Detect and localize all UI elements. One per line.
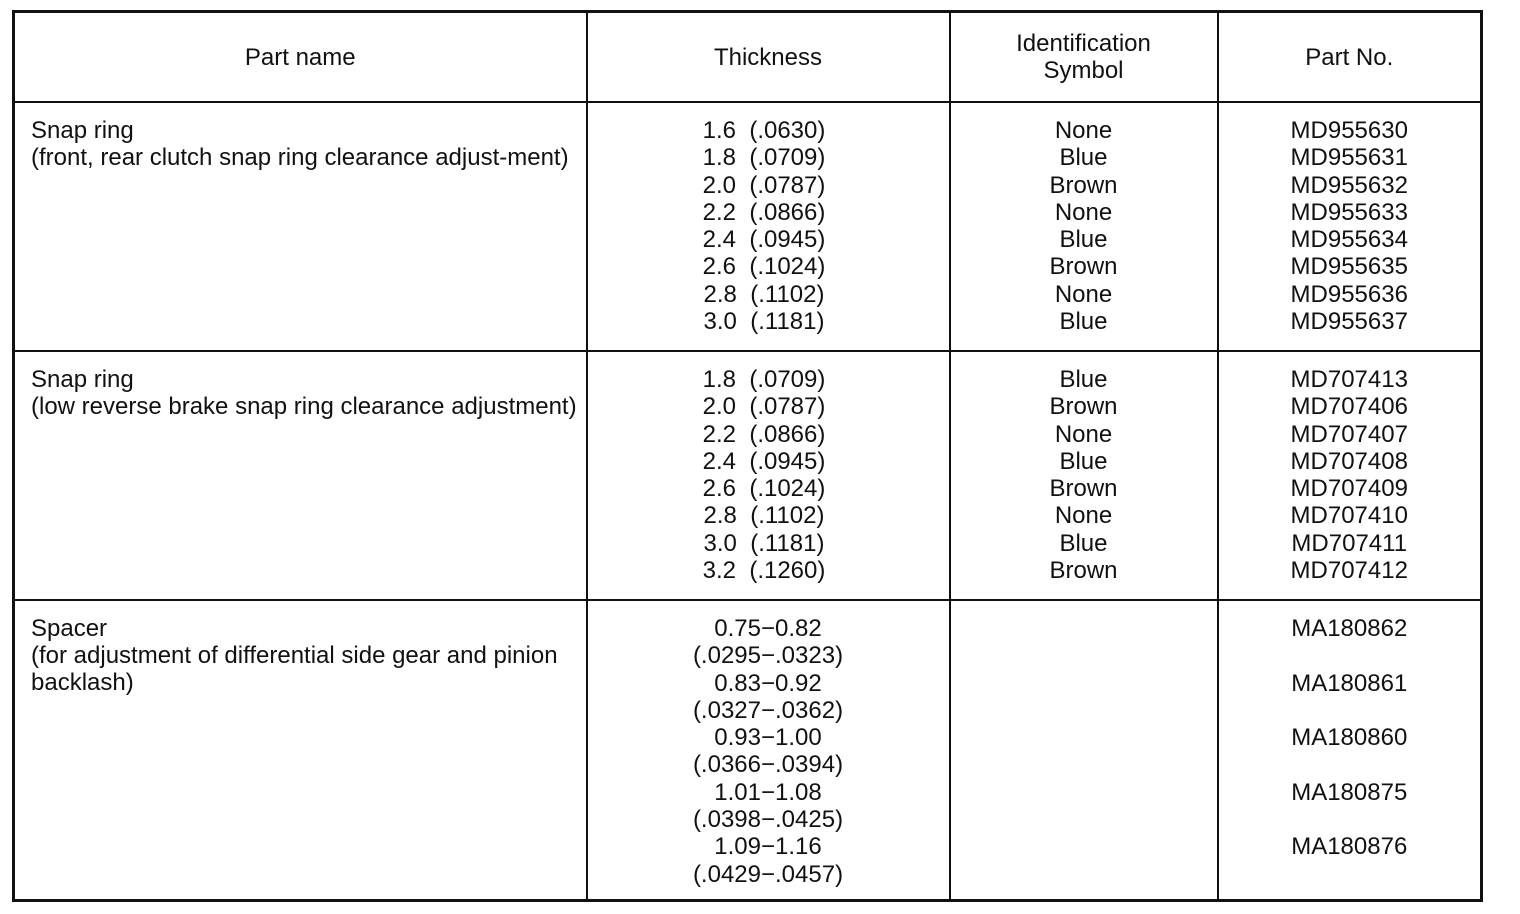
thickness-value: 3.2 (.1260)	[702, 557, 826, 585]
thickness-range-mm: 0.75−0.82	[714, 615, 822, 642]
part-no-value: MD955634	[1290, 226, 1408, 254]
part-name-cell	[14, 102, 587, 351]
symbol-value: Blue	[1059, 308, 1108, 336]
part-title: Spacer	[31, 615, 108, 642]
symbol-value: Blue	[1059, 144, 1108, 172]
thickness-cell	[587, 102, 950, 351]
header-identification-line2: Symbol	[1043, 57, 1124, 84]
thickness-cell	[587, 351, 950, 600]
part-title: Snap ring	[31, 117, 134, 144]
part-no-value: MD707407	[1290, 420, 1408, 448]
part-no-value: MA180860	[1291, 724, 1408, 752]
group-front-rear-clutch-snap-ring	[14, 102, 1482, 351]
thickness-value: 2.2 (.0866)	[702, 420, 826, 448]
thickness-range-in: (.0398−.0425)	[692, 806, 844, 834]
header-part-name: Part name	[14, 12, 587, 103]
header-thickness: Thickness	[587, 12, 950, 103]
thickness-range-in: (.0295−.0323)	[692, 642, 844, 670]
part-no-value: MA180875	[1291, 778, 1408, 806]
part-description: (low reverse brake snap ring clearance adjustment)	[31, 393, 577, 420]
thickness-value: 2.4 (.0945)	[702, 447, 826, 475]
symbol-value: None	[1054, 420, 1113, 448]
part-no-value: MD707411	[1291, 529, 1408, 557]
part-no-value: MD707413	[1290, 366, 1408, 393]
part-no-cell	[1218, 351, 1482, 600]
thickness-range-mm: 0.93−1.00	[714, 724, 822, 752]
part-name-cell	[14, 600, 587, 901]
part-title: Snap ring	[31, 366, 134, 393]
symbol-value: Brown	[1049, 557, 1118, 585]
thickness-range-mm: 0.83−0.92	[714, 669, 822, 697]
thickness-value: 2.4 (.0945)	[702, 226, 826, 254]
thickness-range-in: (.0366−.0394)	[692, 751, 844, 779]
part-description: (for adjustment of differential side gear and pinion backlash)	[31, 642, 558, 696]
thickness-value: 3.0 (.1181)	[703, 529, 825, 557]
thickness-range-mm: 1.01−1.08	[714, 778, 822, 806]
symbol-value: Brown	[1049, 253, 1118, 281]
part-no-value: MD955635	[1290, 253, 1408, 281]
part-no-value: MD955637	[1290, 308, 1408, 336]
identification-symbol-cell	[950, 102, 1218, 351]
symbol-value: Brown	[1049, 171, 1118, 199]
thickness-range-in: (.0327−.0362)	[692, 696, 844, 724]
symbol-value: Blue	[1059, 529, 1108, 557]
part-no-value: MA180862	[1291, 615, 1408, 642]
symbol-value: None	[1054, 117, 1113, 144]
thickness-value: 2.0 (.0787)	[702, 171, 826, 199]
identification-symbol-cell	[950, 600, 1218, 901]
symbol-value: Blue	[1059, 447, 1108, 475]
thickness-value: 2.2 (.0866)	[702, 198, 826, 226]
thickness-value: 1.6 (.0630)	[702, 117, 826, 144]
part-no-value: MD955636	[1290, 280, 1408, 308]
part-no-value: MD707409	[1290, 475, 1408, 503]
part-no-value: MD707412	[1290, 557, 1408, 585]
part-no-value: MD707406	[1290, 393, 1408, 421]
header-part-no: Part No.	[1218, 12, 1482, 103]
identification-symbol-cell	[950, 351, 1218, 600]
thickness-value: 2.0 (.0787)	[702, 393, 826, 421]
group-low-reverse-brake-snap-ring	[14, 351, 1482, 600]
header-identification-symbol	[950, 12, 1218, 103]
part-no-value: MD955632	[1290, 171, 1408, 199]
part-no-value: MD955630	[1290, 117, 1408, 144]
part-name-cell	[14, 351, 587, 600]
part-no-cell	[1218, 102, 1482, 351]
thickness-range-in: (.0429−.0457)	[692, 860, 844, 888]
symbol-value: Blue	[1059, 366, 1108, 393]
header-row	[14, 12, 1482, 103]
part-no-value: MD707408	[1290, 447, 1408, 475]
group-spacer	[14, 600, 1482, 901]
part-no-value: MA180861	[1291, 669, 1408, 697]
parts-table	[12, 10, 1483, 902]
symbol-value: Brown	[1049, 393, 1118, 421]
part-no-value: MD707410	[1290, 502, 1408, 530]
symbol-value: Blue	[1059, 226, 1108, 254]
thickness-value: 2.6 (.1024)	[702, 475, 826, 503]
thickness-value: 1.8 (.0709)	[702, 366, 826, 393]
part-no-value: MD955633	[1290, 198, 1408, 226]
part-description: (front, rear clutch snap ring clearance adjust-ment)	[31, 144, 569, 171]
thickness-value: 1.8 (.0709)	[702, 144, 826, 172]
thickness-value: 2.6 (.1024)	[702, 253, 826, 281]
part-no-value: MA180876	[1291, 833, 1408, 861]
part-no-cell	[1218, 600, 1482, 901]
part-no-value: MD955631	[1290, 144, 1408, 172]
header-identification-line1: Identification	[1016, 30, 1151, 57]
symbol-value: None	[1054, 502, 1113, 530]
thickness-value: 3.0 (.1181)	[703, 308, 825, 336]
symbol-value: Brown	[1049, 475, 1118, 503]
thickness-value: 2.8 (.1102)	[703, 502, 825, 530]
symbol-value: None	[1054, 198, 1113, 226]
thickness-cell	[587, 600, 950, 901]
symbol-value: None	[1054, 280, 1113, 308]
thickness-value: 2.8 (.1102)	[703, 280, 825, 308]
thickness-range-mm: 1.09−1.16	[714, 833, 822, 861]
